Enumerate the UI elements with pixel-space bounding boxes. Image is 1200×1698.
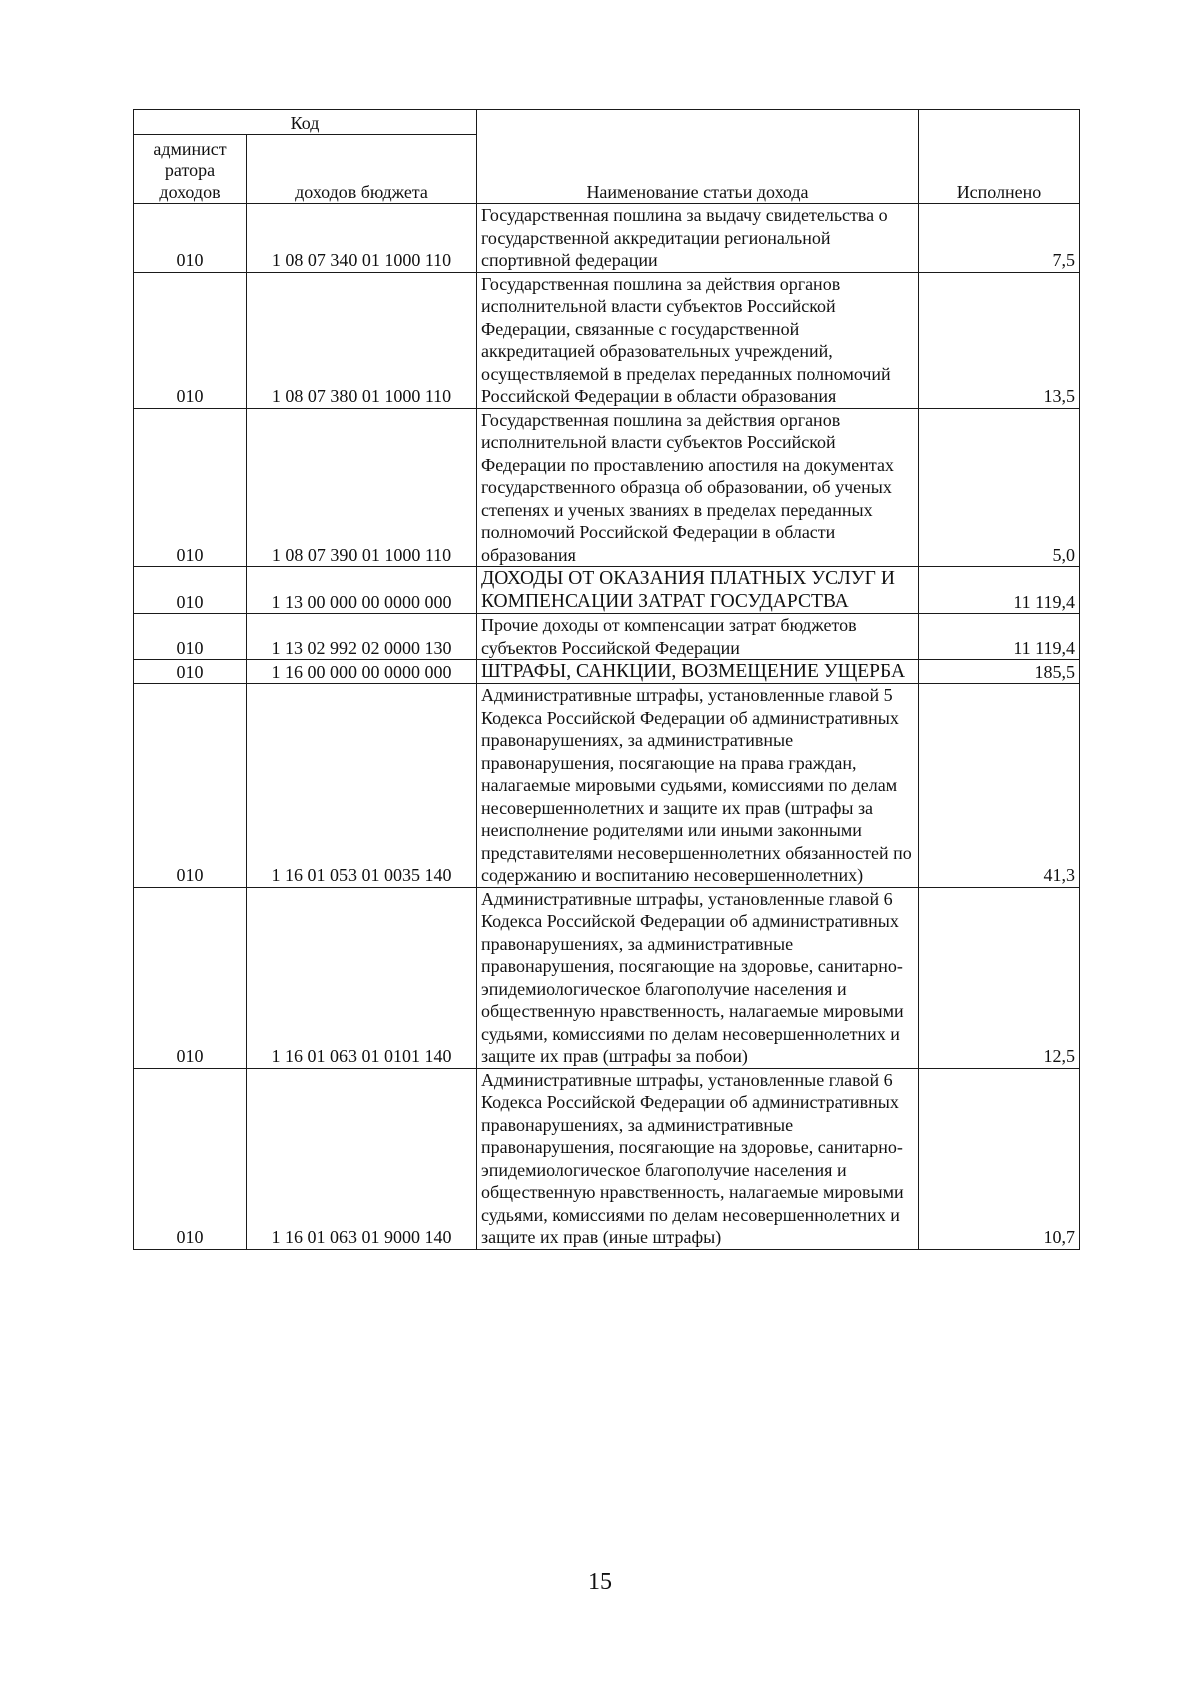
budget-code-cell: 1 16 01 063 01 9000 140 bbox=[247, 1068, 477, 1249]
executed-amount-cell: 10,7 bbox=[919, 1068, 1080, 1249]
executed-amount-cell: 41,3 bbox=[919, 684, 1080, 888]
budget-code-cell: 1 16 01 063 01 0101 140 bbox=[247, 887, 477, 1068]
table-row bbox=[134, 660, 1080, 684]
table-row bbox=[134, 272, 1080, 408]
admin-code-cell: 010 bbox=[134, 887, 247, 1068]
table-row bbox=[134, 408, 1080, 567]
budget-code-cell: 1 08 07 340 01 1000 110 bbox=[247, 204, 477, 273]
budget-code-cell: 1 13 02 992 02 0000 130 bbox=[247, 614, 477, 660]
admin-code-cell: 010 bbox=[134, 660, 247, 684]
admin-code-cell: 010 bbox=[134, 204, 247, 273]
header-row-top bbox=[134, 110, 1080, 135]
page-number: 15 bbox=[588, 1569, 612, 1595]
revenue-name-cell: Административные штрафы, установленные главой 6 Кодекса Российской Федерации об административных правонарушениях, за административные правонарушения, посягающие на здоровье, санитарно-эпидемиологическое благополучие населения и общественную нравственность, налагаемые мировыми судьями, комиссиями по делам несовершеннолетних и защите их прав (штрафы за побои) bbox=[477, 887, 919, 1068]
admin-code-cell: 010 bbox=[134, 272, 247, 408]
executed-amount-cell: 12,5 bbox=[919, 887, 1080, 1068]
revenue-name-cell: Административные штрафы, установленные главой 5 Кодекса Российской Федерации об административных правонарушениях, за административные правонарушения, посягающие на права граждан, налагаемые мировыми судьями, комиссиями по делам несовершеннолетних и защите их прав (штрафы за неисполнение родителями или иными законными представителями несовершеннолетних обязанностей по содержанию и воспитанию несовершеннолетних) bbox=[477, 684, 919, 888]
table-row bbox=[134, 684, 1080, 888]
budget-code-cell: 1 08 07 380 01 1000 110 bbox=[247, 272, 477, 408]
executed-amount-cell: 11 119,4 bbox=[919, 614, 1080, 660]
executed-amount-cell: 5,0 bbox=[919, 408, 1080, 567]
revenue-name-cell: ШТРАФЫ, САНКЦИИ, ВОЗМЕЩЕНИЕ УЩЕРБА bbox=[477, 660, 919, 684]
executed-amount-cell: 185,5 bbox=[919, 660, 1080, 684]
revenue-name-cell: Прочие доходы от компенсации затрат бюджетов субъектов Российской Федерации bbox=[477, 614, 919, 660]
executed-amount-cell: 13,5 bbox=[919, 272, 1080, 408]
table-row bbox=[134, 567, 1080, 614]
header-admin: админист ратора доходов bbox=[134, 135, 247, 204]
admin-code-cell: 010 bbox=[134, 614, 247, 660]
budget-code-cell: 1 08 07 390 01 1000 110 bbox=[247, 408, 477, 567]
admin-code-cell: 010 bbox=[134, 567, 247, 614]
revenue-name-cell: ДОХОДЫ ОТ ОКАЗАНИЯ ПЛАТНЫХ УСЛУГ И КОМПЕНСАЦИИ ЗАТРАТ ГОСУДАРСТВА bbox=[477, 567, 919, 614]
header-code-group: Код bbox=[134, 110, 477, 135]
executed-amount-cell: 11 119,4 bbox=[919, 567, 1080, 614]
budget-code-cell: 1 16 01 053 01 0035 140 bbox=[247, 684, 477, 888]
table-row bbox=[134, 1068, 1080, 1249]
header-name: Наименование статьи дохода bbox=[477, 110, 919, 204]
table-body bbox=[134, 204, 1080, 1250]
header-budget-code: доходов бюджета bbox=[247, 135, 477, 204]
header-executed: Исполнено bbox=[919, 110, 1080, 204]
revenue-name-cell: Государственная пошлина за выдачу свидетельства о государственной аккредитации региональной спортивной федерации bbox=[477, 204, 919, 273]
revenue-name-cell: Административные штрафы, установленные главой 6 Кодекса Российской Федерации об административных правонарушениях, за административные правонарушения, посягающие на здоровье, санитарно-эпидемиологическое благополучие населения и общественную нравственность, налагаемые мировыми судьями, комиссиями по делам несовершеннолетних и защите их прав (иные штрафы) bbox=[477, 1068, 919, 1249]
admin-code-cell: 010 bbox=[134, 1068, 247, 1249]
revenue-name-cell: Государственная пошлина за действия органов исполнительной власти субъектов Российской Федерации, связанные с государственной аккредитацией образовательных учреждений, осуществляемой в пределах переданных полномочий Российской Федерации в области образования bbox=[477, 272, 919, 408]
admin-code-cell: 010 bbox=[134, 684, 247, 888]
executed-amount-cell: 7,5 bbox=[919, 204, 1080, 273]
table-row bbox=[134, 204, 1080, 273]
table-row bbox=[134, 887, 1080, 1068]
revenue-name-cell: Государственная пошлина за действия органов исполнительной власти субъектов Российской Федерации по проставлению апостиля на документах государственного образца об образовании, об ученых степенях и ученых званиях в пределах переданных полномочий Российской Федерации в области образования bbox=[477, 408, 919, 567]
budget-code-cell: 1 16 00 000 00 0000 000 bbox=[247, 660, 477, 684]
admin-code-cell: 010 bbox=[134, 408, 247, 567]
budget-code-cell: 1 13 00 000 00 0000 000 bbox=[247, 567, 477, 614]
revenue-table bbox=[133, 109, 1080, 1250]
table-row bbox=[134, 614, 1080, 660]
